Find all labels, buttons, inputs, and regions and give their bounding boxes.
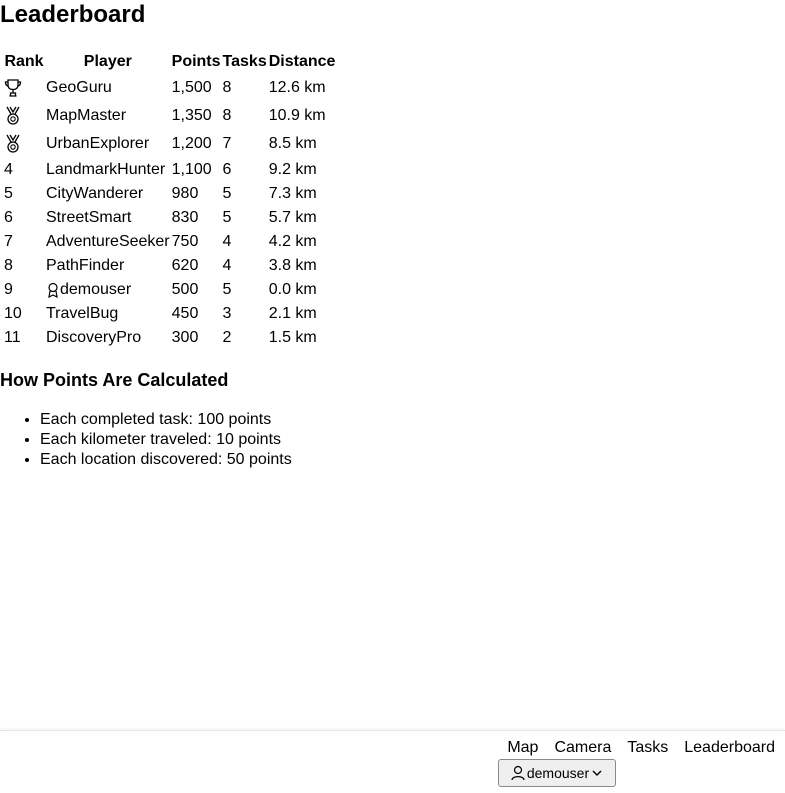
header-distance: Distance <box>268 53 336 70</box>
player-cell <box>46 182 170 206</box>
rank-cell: 8 <box>4 257 13 274</box>
rank-cell <box>4 130 44 158</box>
tasks-cell: 5 <box>222 209 232 226</box>
distance-cell: 2.1 km <box>268 305 317 322</box>
distance-cell: 7.3 km <box>268 185 317 202</box>
list-item: • Each completed task: 100 points <box>40 410 292 430</box>
distance-cell: 8.5 km <box>268 135 317 152</box>
rank-cell: 11 <box>4 329 21 346</box>
player-name: StreetSmart <box>46 209 132 226</box>
rank-cell <box>4 102 44 130</box>
tasks-cell: 4 <box>222 257 232 274</box>
list-item: • Each location discovered: 50 points <box>40 450 292 470</box>
trophy-icon <box>4 78 22 98</box>
points-cell: 300 <box>171 329 199 346</box>
table-row <box>4 102 335 130</box>
table-row <box>4 130 335 158</box>
tasks-cell: 4 <box>222 233 232 250</box>
table-row <box>4 230 335 254</box>
points-rules-list <box>0 410 292 470</box>
player-name: LandmarkHunter <box>46 161 166 178</box>
points-heading: How Points Are Calculated <box>0 370 229 390</box>
table-row <box>4 158 335 182</box>
points-cell: 1,100 <box>171 161 212 178</box>
leaderboard-table <box>2 50 337 350</box>
tasks-cell: 8 <box>222 79 232 96</box>
tasks-cell: 5 <box>222 281 232 298</box>
distance-cell: 10.9 km <box>268 107 326 124</box>
points-cell: 830 <box>171 209 199 226</box>
rank-cell: 5 <box>4 185 13 202</box>
user-icon <box>511 765 525 781</box>
header-tasks: Tasks <box>222 53 267 70</box>
player-cell <box>46 74 170 102</box>
page-title: Leaderboard <box>0 1 146 28</box>
header-rank: Rank <box>4 53 44 70</box>
points-cell: 1,350 <box>171 107 212 124</box>
rank-cell: 6 <box>4 209 13 226</box>
rank-cell <box>4 74 44 102</box>
rank-cell: 4 <box>4 161 13 178</box>
user-menu-label: demouser <box>526 765 590 781</box>
distance-cell: 5.7 km <box>268 209 317 226</box>
player-cell <box>46 278 170 302</box>
rank-cell: 9 <box>4 281 13 298</box>
distance-cell: 0.0 km <box>268 281 317 298</box>
medal-icon <box>4 134 22 154</box>
player-name: demouser <box>60 281 132 298</box>
table-row <box>4 254 335 278</box>
header-points: Points <box>171 53 221 70</box>
player-cell <box>46 206 170 230</box>
table-row <box>4 278 335 302</box>
table-row <box>4 206 335 230</box>
table-row <box>4 302 335 326</box>
rank-cell: 10 <box>4 305 22 322</box>
distance-cell: 9.2 km <box>268 161 317 178</box>
medal-icon <box>4 106 22 126</box>
list-item: • Each kilometer traveled: 10 points <box>40 430 292 450</box>
table-row <box>4 182 335 206</box>
player-cell <box>46 254 170 278</box>
points-cell: 1,200 <box>171 135 212 152</box>
user-menu-button[interactable] <box>498 759 616 787</box>
distance-cell: 3.8 km <box>268 257 317 274</box>
points-cell: 500 <box>171 281 199 298</box>
leaderboard-body <box>4 74 335 350</box>
player-name: MapMaster <box>46 107 127 124</box>
rank-cell: 7 <box>4 233 13 250</box>
player-name: AdventureSeeker <box>46 233 170 250</box>
chevron-down-icon <box>591 768 603 778</box>
player-name: TravelBug <box>46 305 119 322</box>
table-row <box>4 74 335 102</box>
player-cell <box>46 230 170 254</box>
bottom-navbar <box>0 730 785 793</box>
tasks-cell: 8 <box>222 107 232 124</box>
player-cell <box>46 302 170 326</box>
points-cell: 620 <box>171 257 199 274</box>
tasks-cell: 6 <box>222 161 232 178</box>
player-name: UrbanExplorer <box>46 135 150 152</box>
points-cell: 1,500 <box>171 79 212 96</box>
table-row <box>4 326 335 350</box>
nav-link-tasks[interactable]: Tasks <box>627 739 669 756</box>
header-player: Player <box>83 53 132 70</box>
tasks-cell: 2 <box>222 329 232 346</box>
player-name: CityWanderer <box>46 185 144 202</box>
player-name: PathFinder <box>46 257 125 274</box>
tasks-cell: 3 <box>222 305 232 322</box>
distance-cell: 12.6 km <box>268 79 326 96</box>
points-cell: 980 <box>171 185 199 202</box>
tasks-cell: 7 <box>222 135 232 152</box>
tasks-cell: 5 <box>222 185 232 202</box>
distance-cell: 1.5 km <box>268 329 317 346</box>
award-icon <box>46 282 60 298</box>
nav-link-camera[interactable]: Camera <box>554 739 612 756</box>
distance-cell: 4.2 km <box>268 233 317 250</box>
player-cell <box>46 326 170 350</box>
player-cell <box>46 102 170 130</box>
player-cell <box>46 130 170 158</box>
nav-link-leaderboard[interactable]: Leaderboard <box>684 739 775 756</box>
player-name: GeoGuru <box>46 79 112 96</box>
table-header-row <box>4 50 335 74</box>
nav-links <box>507 739 775 757</box>
points-cell: 750 <box>171 233 199 250</box>
nav-link-map[interactable]: Map <box>507 739 539 756</box>
player-cell <box>46 158 170 182</box>
points-cell: 450 <box>171 305 199 322</box>
player-name: DiscoveryPro <box>46 329 142 346</box>
